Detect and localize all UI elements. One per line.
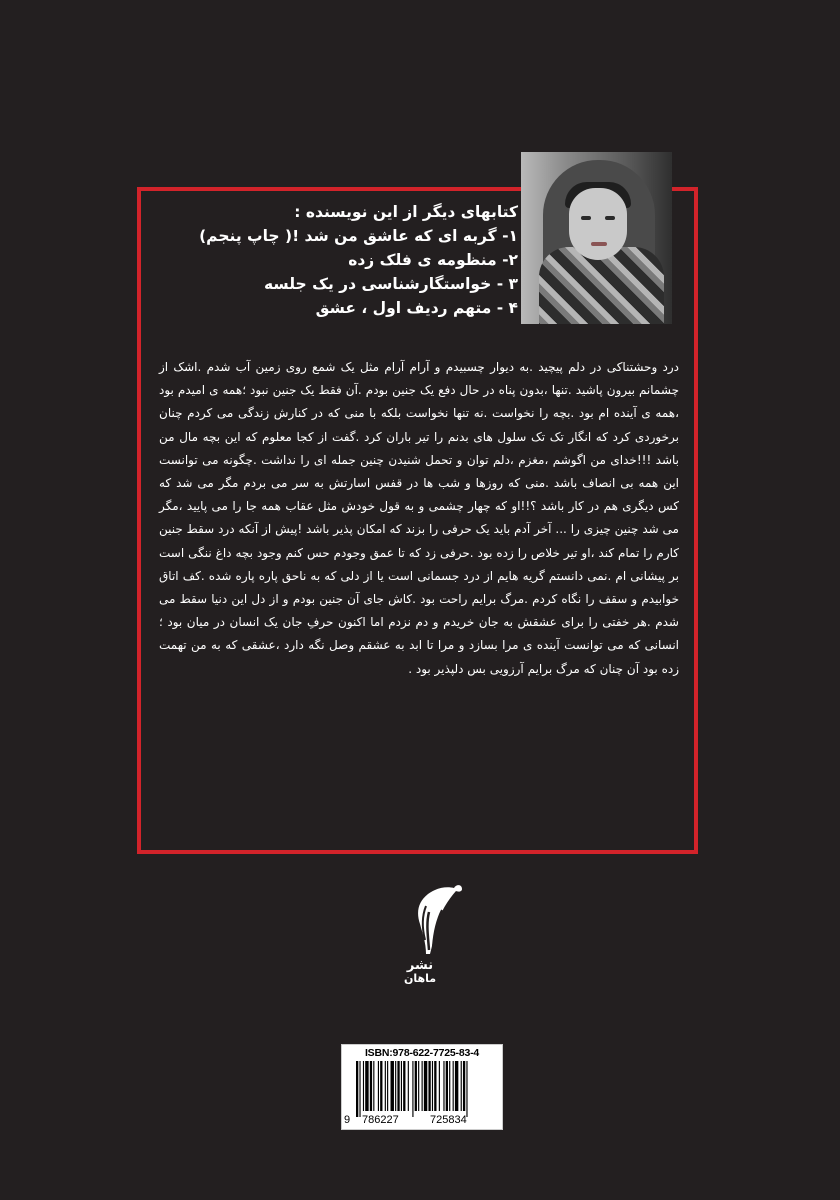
barcode-bar [455,1061,458,1111]
barcode-bar [403,1061,405,1111]
barcode-bar [356,1061,358,1117]
barcode-bar [453,1061,454,1111]
book-item: ۳ - خواستگارشناسی در یک جلسه [264,275,518,293]
excerpt-paragraph: درد وحشتناکی در دلم پیچید .به دیوار چسبیدم و آرام آرام مثل یک شمع روی زمین آب شدم .اشک از چشمانم بیرون پاشید .تنها ،بدون پناه در حال دفع یک جنین بودم .آن فقط یک جنین نبود ؛همه ی امیدم بود ،همه ی آینده ام بود .بچه را نخواست .نه تنها نخواست بلکه با منی که در کنارش زندگی می کردم چنان برخوردی کرد که انگار تک تک سلول های بدنم را تیر باران کرد .گفت از کجا معلوم که این بچه مال من باشد !!!خدای من اگوشم ،مغزم ،دلم توان و تحمل شنیدن چنین جمله ای را نداشت .چگونه می توانست این همه بی انصاف باشد .منی که روزها و شب ها در قفس اسارتش به سر می بردم مگر می شد که کس دیگری هم در کار باشد ؟!!او که چهار چشمی و به قول خودش مثل عقاب همه جا را می پایید ،مگر می شد چنین چیزی را ... آخر آدم باید یک حرفی را بزند که امکان پذیر باشد !پیش از آنکه درد سقط جنین کارم را تمام کند ،او تیر خلاص را زده بود .حرفی زد که تا عمق وجودم حس کنم وجود بچه داغ ننگی است بر پیشانی ام .نمی دانستم گریه هایم از درد جسمانی است یا از دلی که به ناحق پاره پاره شده .کف اتاق خوابیدم و سقف را نگاه کردم .مرگ برایم راحت بود .کاش جای آن جنین بودم و از دل این دنیا سقط می شدم .هر خفتی را برای عشقش به جان خریدم و دم نزدم اما اکنون حرفِ جان یک انسان در میان بود ؛انسانی که می توانست آینده ی مرا بسازد و مرا تا ابد به عشقم وصل نگه دارد ،عشقی که به من تهمت زده بود آن چنان که مرگ برایم آرزویی بس دلپذیر بود . [159,360,679,676]
barcode-bar [408,1061,409,1111]
barcode-bar [395,1061,396,1111]
barcode-bar [466,1061,467,1117]
barcode-bar [363,1061,364,1111]
barcode-bar [439,1061,440,1111]
barcode-bar [434,1061,436,1111]
other-books-list [199,200,518,320]
publisher-name-line2: ماهان [403,972,437,985]
barcode-bar [359,1061,360,1117]
book-item: ۲- منظومه ی فلک زده [348,251,518,269]
barcode-bar [387,1061,388,1111]
barcode-bar [432,1061,433,1111]
barcode-bar [461,1061,462,1111]
barcode-bar [380,1061,382,1111]
barcode-bar [401,1061,402,1111]
publisher-name-line1: نشر [406,958,434,973]
isbn-barcode [341,1044,503,1130]
barcode-bar [373,1061,374,1111]
quill-logo-icon [396,880,466,955]
barcode-bar [370,1061,372,1111]
barcode-digits-right: 725834 [430,1114,467,1126]
barcode-bar [428,1061,430,1111]
barcode-bars [348,1061,496,1117]
barcode-bar [415,1061,417,1111]
barcode-digit-first: 9 [344,1114,351,1126]
barcode-bar [422,1061,423,1111]
barcode-digits-left: 786227 [362,1114,399,1126]
barcode-bar [391,1061,394,1111]
barcode-bar [378,1061,379,1111]
barcode-bar [397,1061,399,1111]
author-photo [521,152,672,324]
book-item: ۱- گربه ای که عاشق من شد !( چاپ پنجم) [199,227,518,245]
book-item: ۴ - متهم ردیف اول ، عشق [315,299,518,317]
barcode-bar [424,1061,427,1111]
barcode-bar [418,1061,419,1111]
barcode-bar [463,1061,465,1111]
barcode-bar [443,1061,444,1111]
barcode-bar [365,1061,368,1111]
barcode-bar [385,1061,386,1111]
isbn-label: ISBN:978-622-7725-83-4 [364,1047,480,1059]
other-books-heading: کتابهای دیگر از این نویسنده : [294,203,518,221]
barcode-bar [446,1061,448,1111]
barcode-bar [412,1061,413,1117]
barcode-bar [449,1061,450,1111]
